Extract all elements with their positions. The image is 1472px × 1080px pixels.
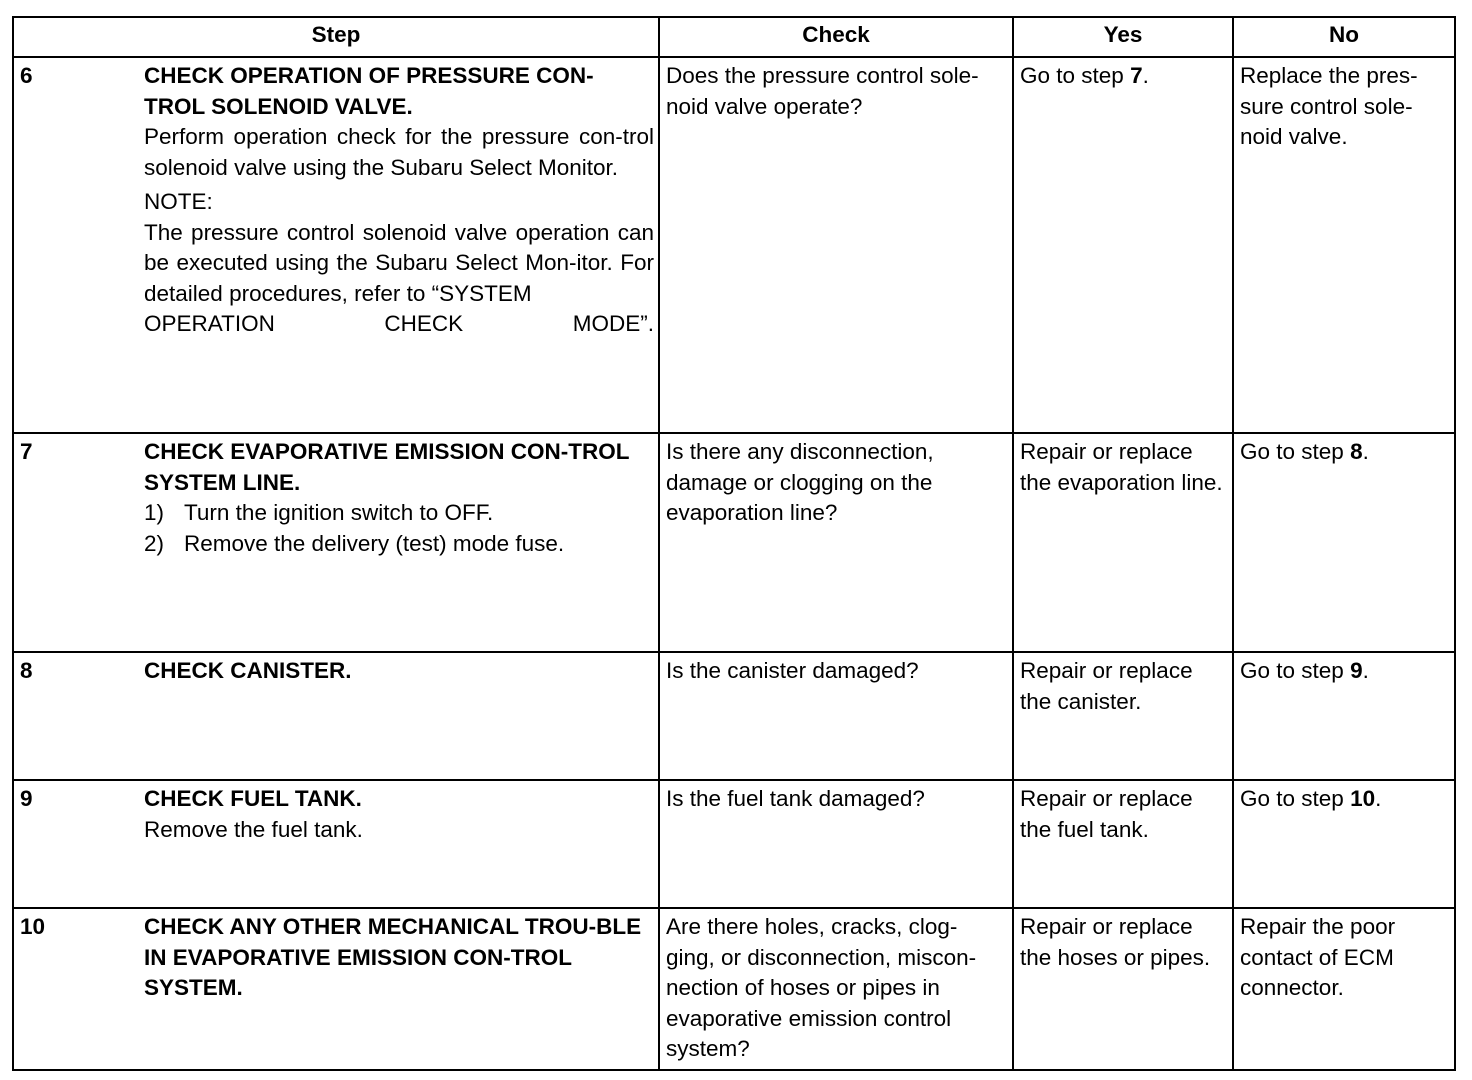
step-ref: 8 <box>1350 439 1363 464</box>
header-no: No <box>1233 17 1455 57</box>
table-row <box>13 652 1455 780</box>
procedure-list <box>144 498 654 559</box>
list-item <box>144 529 654 560</box>
check-cell: Is there any disconnection, damage or clogging on the evaporation line? <box>659 433 1013 652</box>
step-number: 7 <box>20 439 33 464</box>
yes-suffix: . <box>1142 63 1149 88</box>
step-description: Perform operation check for the pressure con-trol solenoid valve using the Subaru Select Monitor. <box>144 124 654 180</box>
list-item-text: Remove the delivery (test) mode fuse. <box>184 530 565 556</box>
no-suffix: . <box>1362 658 1369 683</box>
step-title: CHECK EVAPORATIVE EMISSION CON-TROL SYSTEM LINE. <box>144 439 630 495</box>
no-cell: Replace the pres-sure control sole-noid valve. <box>1233 57 1455 433</box>
step-number: 8 <box>20 658 33 683</box>
no-text: Go to step <box>1240 658 1351 683</box>
table-row <box>13 433 1455 652</box>
check-cell: Is the canister damaged? <box>659 652 1013 780</box>
table-row <box>13 780 1455 908</box>
no-suffix: . <box>1375 786 1382 811</box>
diagnostic-table <box>12 16 1456 1071</box>
step-title: CHECK ANY OTHER MECHANICAL TROU-BLE IN EVAPORATIVE EMISSION CON-TROL SYSTEM. <box>144 914 642 1000</box>
step-cell <box>13 433 659 652</box>
list-item-number: 1) <box>144 500 165 525</box>
step-title-line: TROL SOLENOID VALVE. <box>144 93 413 119</box>
no-suffix: . <box>1362 439 1369 464</box>
step-ref: 7 <box>1130 63 1143 88</box>
step-cell <box>13 908 659 1070</box>
step-cell <box>13 780 659 908</box>
step-number: 6 <box>20 63 33 88</box>
header-step: Step <box>13 17 659 57</box>
note-text: The pressure control solenoid valve operation can be executed using the Subaru Select Mon-itor. For detailed procedures, refer to “SYSTEM <box>144 219 654 306</box>
yes-text: Go to step <box>1020 63 1131 88</box>
header-check: Check <box>659 17 1013 57</box>
yes-cell: Repair or replace the evaporation line. <box>1013 433 1233 652</box>
step-cell <box>13 652 659 780</box>
yes-cell: Repair or replace the fuel tank. <box>1013 780 1233 908</box>
no-text: Go to step <box>1240 786 1351 811</box>
yes-cell: Repair or replace the canister. <box>1013 652 1233 780</box>
table-row <box>13 57 1455 433</box>
check-cell: Does the pressure control sole-noid valve operate? <box>659 57 1013 433</box>
check-cell: Is the fuel tank damaged? <box>659 780 1013 908</box>
no-cell: Repair the poor contact of ECM connector. <box>1233 908 1455 1070</box>
header-yes: Yes <box>1013 17 1233 57</box>
step-title <box>144 61 654 122</box>
no-cell <box>1233 780 1455 908</box>
yes-cell <box>1013 57 1233 433</box>
note-label: NOTE: <box>144 189 213 214</box>
step-title: CHECK FUEL TANK. <box>144 786 362 811</box>
step-number: 9 <box>20 786 33 811</box>
list-item-number: 2) <box>144 530 165 556</box>
list-item-text: Turn the ignition switch to OFF. <box>184 500 494 525</box>
note-text-last: OPERATION CHECK MODE”. <box>144 311 654 336</box>
step-ref: 10 <box>1350 786 1376 811</box>
header-row <box>13 17 1455 57</box>
yes-cell: Repair or replace the hoses or pipes. <box>1013 908 1233 1070</box>
step-description: Remove the fuel tank. <box>144 816 363 842</box>
no-cell <box>1233 652 1455 780</box>
no-cell <box>1233 433 1455 652</box>
step-number: 10 <box>20 914 46 939</box>
step-cell <box>13 57 659 433</box>
no-text: Go to step <box>1240 439 1351 464</box>
list-item <box>144 498 654 529</box>
table-row <box>13 908 1455 1070</box>
step-ref: 9 <box>1350 658 1363 683</box>
step-title-line: CHECK OPERATION OF PRESSURE CON- <box>144 63 594 88</box>
check-cell: Are there holes, cracks, clog-ging, or disconnection, miscon-nection of hoses or pipes in evaporative emission control system? <box>659 908 1013 1070</box>
step-title: CHECK CANISTER. <box>144 658 352 683</box>
